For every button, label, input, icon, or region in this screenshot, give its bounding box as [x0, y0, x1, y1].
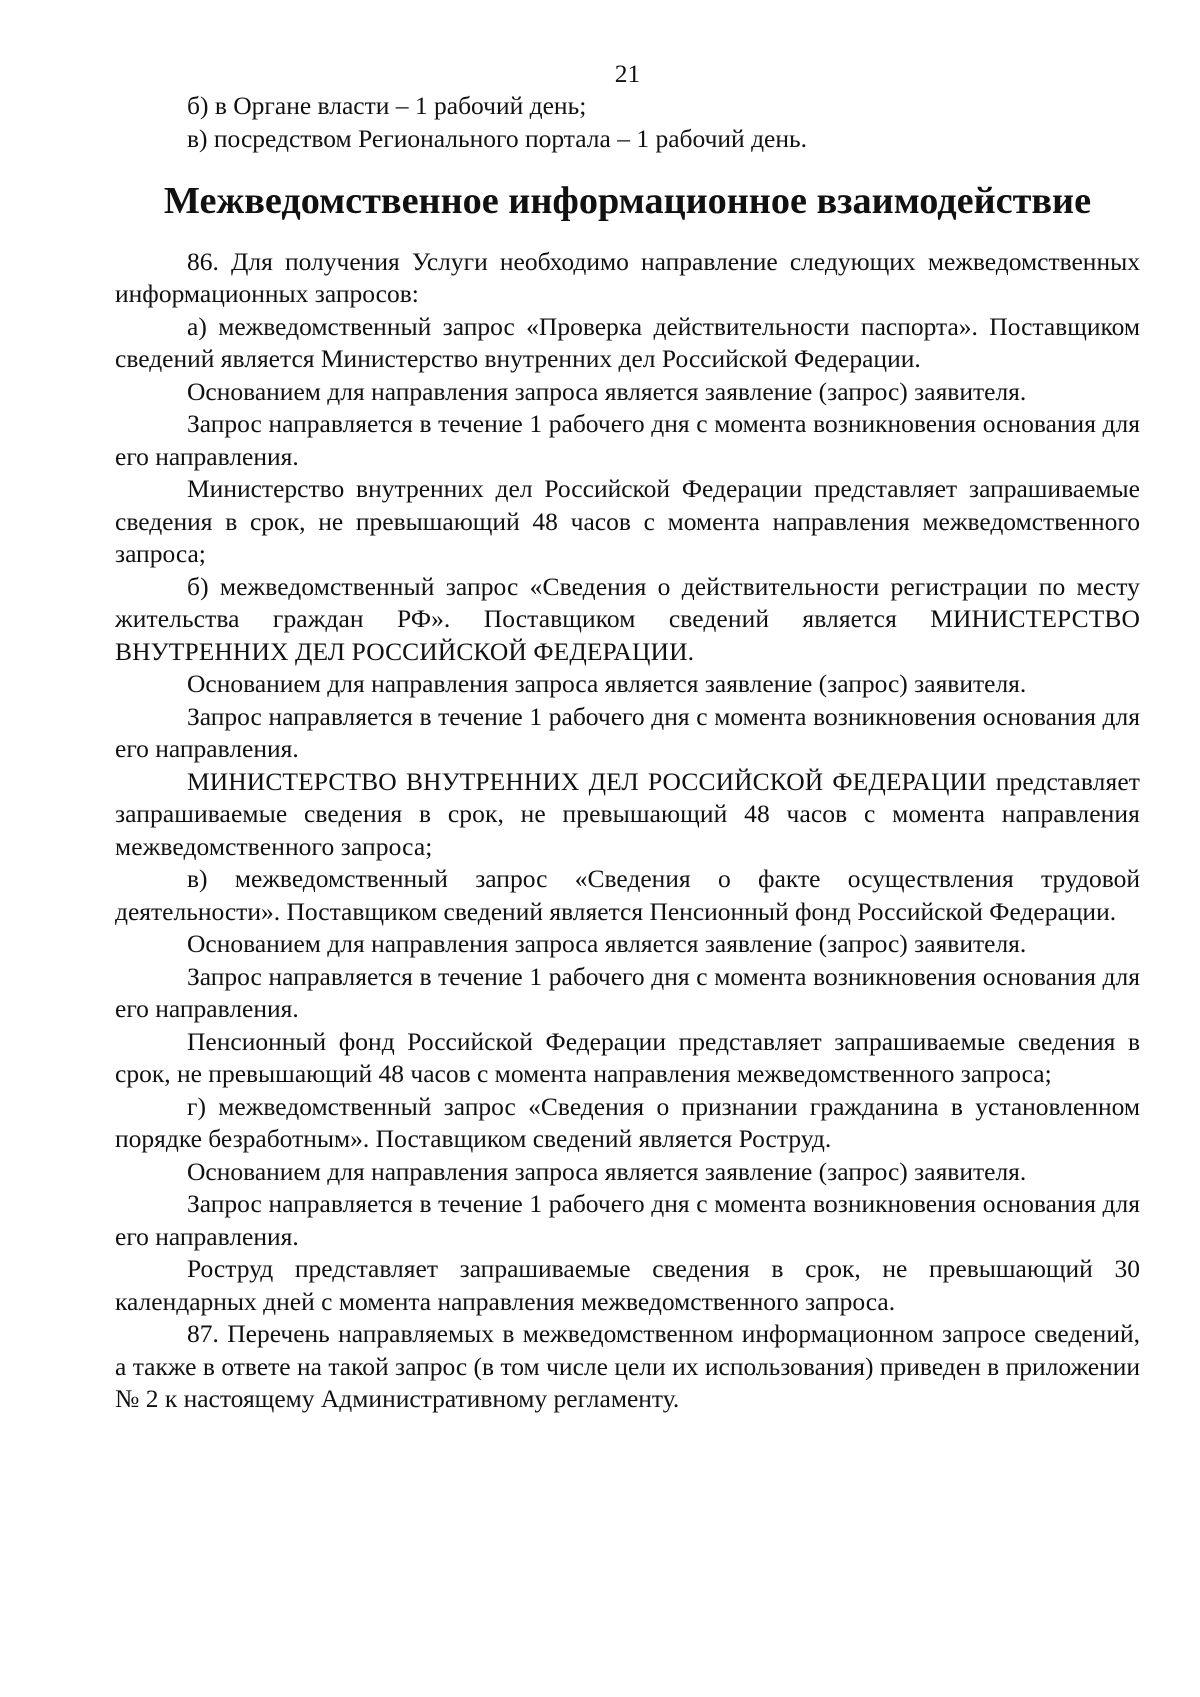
paragraph-timing-a: Запрос направляется в течение 1 рабочего дня с момента возникновения основания для его направления. [115, 409, 1140, 471]
section-heading: Межведомственное информационное взаимодействие [163, 180, 1092, 222]
paragraph-response-d: Роструд представляет запрашиваемые сведения в срок, не превышающий 30 календарных дней с момента направления межведомственного запроса. [115, 1254, 1140, 1316]
paragraph-timing-b: Запрос направляется в течение 1 рабочего дня с момента возникновения основания для его направления. [115, 701, 1140, 763]
paragraph-request-b: б) межведомственный запрос «Сведения о действительности регистрации по месту жительства граждан РФ». Поставщиком сведений является МИНИСТЕРСТВО ВНУТРЕННИХ ДЕЛ РОССИЙСКОЙ ФЕДЕРАЦИИ. [115, 571, 1140, 666]
paragraph-request-d: г) межведомственный запрос «Сведения о признании гражданина в установленном порядке безработным». Поставщиком сведений является Роструд. [115, 1091, 1140, 1153]
paragraph-request-c: в) межведомственный запрос «Сведения о факте осуществления трудовой деятельности». Поставщиком сведений является Пенсионный фонд Российской Федерации. [115, 864, 1140, 926]
list-item-regional-portal: в) посредством Регионального портала – 1 рабочий день. [187, 123, 808, 153]
paragraph-timing-c: Запрос направляется в течение 1 рабочего дня с момента возникновения основания для его направления. [115, 961, 1140, 1023]
page-number: 21 [614, 59, 641, 88]
paragraph-86: 86. Для получения Услуги необходимо направление следующих межведомственных информационных запросов: [115, 246, 1140, 308]
list-item-body-office: б) в Органе власти – 1 рабочий день; [187, 91, 587, 120]
paragraph-basis-c: Основанием для направления запроса является заявление (запрос) заявителя. [187, 929, 1027, 958]
paragraph-basis-d: Основанием для направления запроса является заявление (запрос) заявителя. [187, 1156, 1027, 1186]
paragraph-87: 87. Перечень направляемых в межведомственном информационном запросе сведений, а также в ответе на такой запрос (в том числе цели их использования) приведен в приложении № 2 к настоящему Административному регламенту. [115, 1319, 1140, 1413]
paragraph-response-a: Министерство внутренних дел Российской Федерации представляет запрашиваемые сведения в срок, не превышающий 48 часов с момента направления межведомственного запроса; [115, 474, 1140, 568]
paragraph-response-c: Пенсионный фонд Российской Федерации представляет запрашиваемые сведения в срок, не превышающий 48 часов с момента направления межведомственного запроса; [115, 1026, 1140, 1088]
paragraph-response-b: МИНИСТЕРСТВО ВНУТРЕННИХ ДЕЛ РОССИЙСКОЙ ФЕДЕРАЦИИ представляет запрашиваемые сведения в срок, не превышающий 48 часов с момента направления межведомственного запроса; [115, 766, 1140, 861]
paragraph-timing-d: Запрос направляется в течение 1 рабочего дня с момента возникновения основания для его направления. [115, 1189, 1140, 1251]
paragraph-basis-b: Основанием для направления запроса является заявление (запрос) заявителя. [187, 669, 1027, 698]
document-page [115, 58, 1140, 1416]
paragraph-request-a: а) межведомственный запрос «Проверка действительности паспорта». Поставщиком сведений является Министерство внутренних дел Российской Федерации. [115, 311, 1140, 373]
paragraph-basis-a: Основанием для направления запроса является заявление (запрос) заявителя. [187, 376, 1027, 406]
